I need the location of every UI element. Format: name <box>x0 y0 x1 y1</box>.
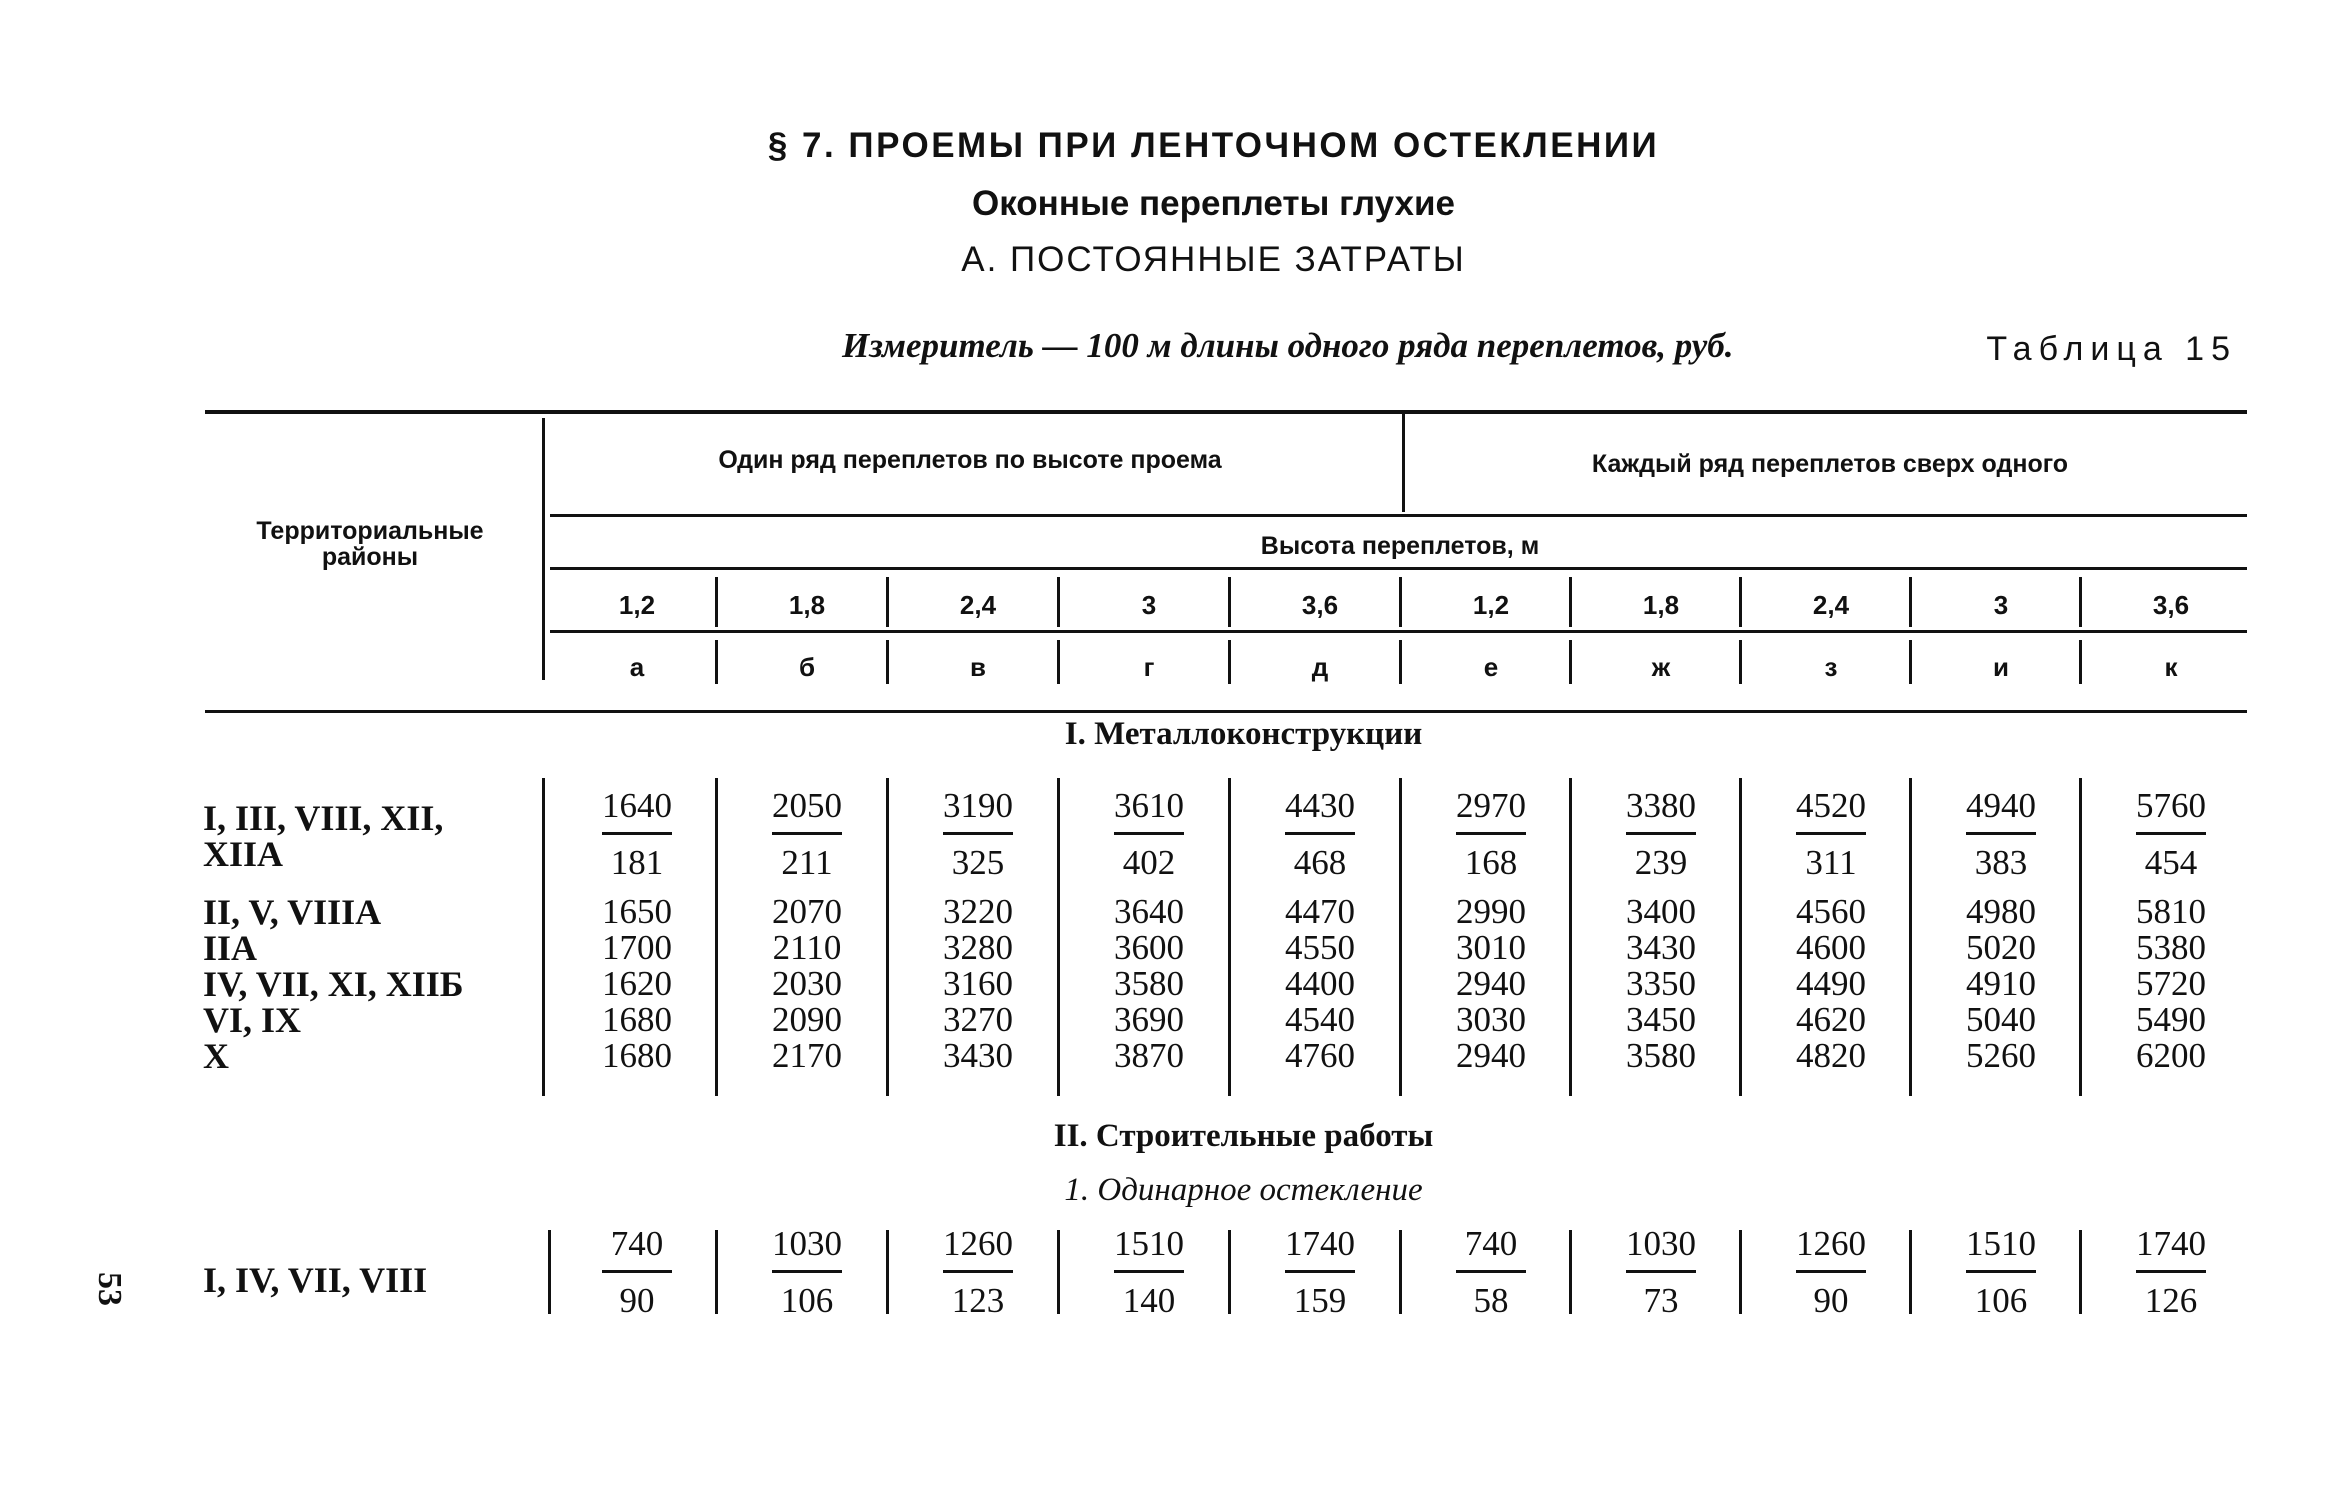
fraction-bar <box>1966 1270 2036 1273</box>
fraction-denominator: 325 <box>951 843 1005 882</box>
fraction-denominator: 90 <box>619 1281 655 1320</box>
table-cell: 6200 <box>2136 1036 2206 1075</box>
group-one-header: Один ряд переплетов по высоте проема <box>718 446 1222 474</box>
fraction-denominator: 126 <box>2144 1281 2198 1320</box>
column-height: 1,2 <box>618 590 656 620</box>
region-line-2: XIIA <box>203 834 284 874</box>
letter-divider <box>1909 640 1912 684</box>
fraction-bar <box>1114 1270 1184 1273</box>
fraction-numerator: 1510 <box>1966 1224 2036 1263</box>
fraction-numerator: 4430 <box>1285 786 1355 825</box>
table-cell: 3580 <box>1626 1036 1696 1075</box>
height-header: Высота переплетов, м <box>1260 532 1540 560</box>
height-rule <box>550 567 2247 570</box>
column-line <box>1057 1230 1060 1314</box>
region-label: II, V, VIIIA <box>203 892 382 932</box>
column-line <box>1909 778 1912 1096</box>
column-height: 3 <box>1993 590 2009 620</box>
fraction-denominator: 159 <box>1293 1281 1347 1320</box>
table-cell: 2990 <box>1456 892 1526 931</box>
table-cell: 2940 <box>1456 964 1526 1003</box>
table-cell: 3580 <box>1114 964 1184 1003</box>
section-two-title: II. Строительные работы <box>1053 1118 1434 1154</box>
column-letter: д <box>1311 652 1329 682</box>
fraction-cell <box>552 786 722 883</box>
subtitle: Оконные переплеты глухие <box>972 184 1455 223</box>
column-line <box>2079 1230 2082 1314</box>
fraction-bar <box>602 832 672 835</box>
table-cell: 2170 <box>772 1036 842 1075</box>
letters-rule <box>550 630 2247 633</box>
table-cell: 3280 <box>943 928 1013 967</box>
fraction-denominator: 402 <box>1122 843 1176 882</box>
fraction-denominator: 168 <box>1464 843 1518 882</box>
table-cell: 4540 <box>1285 1000 1355 1039</box>
region-label-first <box>203 800 533 872</box>
height-divider <box>1909 577 1912 627</box>
fraction-denominator: 58 <box>1473 1281 1509 1320</box>
height-divider <box>715 577 718 627</box>
column-line <box>1399 1230 1402 1314</box>
table-cell: 5040 <box>1966 1000 2036 1039</box>
page-number: 53 <box>91 1272 128 1306</box>
header-bottom-rule <box>205 710 2247 713</box>
region-header <box>220 518 520 570</box>
fraction-cell <box>722 1224 892 1321</box>
fraction-bar <box>1626 1270 1696 1273</box>
table-number: Таблица 15 <box>1986 330 2237 368</box>
column-line <box>548 1230 551 1314</box>
fraction-bar <box>1626 832 1696 835</box>
column-line <box>1739 1230 1742 1314</box>
height-divider <box>1057 577 1060 627</box>
column-height: 1,2 <box>1472 590 1510 620</box>
column-line <box>715 1230 718 1314</box>
fraction-numerator: 1260 <box>943 1224 1013 1263</box>
table-cell: 3160 <box>943 964 1013 1003</box>
table-cell: 3430 <box>943 1036 1013 1075</box>
table-cell: 5260 <box>1966 1036 2036 1075</box>
fraction-denominator: 90 <box>1813 1281 1849 1320</box>
letter-divider <box>886 640 889 684</box>
table-cell: 4620 <box>1796 1000 1866 1039</box>
column-height: 3 <box>1141 590 1157 620</box>
column-line <box>886 778 889 1096</box>
column-letter: г <box>1143 652 1155 682</box>
fraction-denominator: 106 <box>1974 1281 2028 1320</box>
region-label: IV, VII, XI, XIIБ <box>203 964 464 1004</box>
fraction-denominator: 140 <box>1122 1281 1176 1320</box>
table-cell: 3270 <box>943 1000 1013 1039</box>
fraction-bar <box>1456 1270 1526 1273</box>
height-divider <box>1399 577 1402 627</box>
column-line <box>1909 1230 1912 1314</box>
fraction-numerator: 740 <box>610 1224 664 1263</box>
table-cell: 1700 <box>602 928 672 967</box>
fraction-denominator: 211 <box>781 843 833 882</box>
fraction-cell <box>2086 1224 2256 1321</box>
table-cell: 4550 <box>1285 928 1355 967</box>
fraction-numerator: 3190 <box>943 786 1013 825</box>
fraction-bar <box>772 832 842 835</box>
unit-of-measure: Измеритель — 100 м длины одного ряда переплетов, руб. <box>842 326 1734 365</box>
column-height: 2,4 <box>959 590 997 620</box>
fraction-numerator: 4940 <box>1966 786 2036 825</box>
fraction-bar <box>1796 832 1866 835</box>
table-cell: 5020 <box>1966 928 2036 967</box>
table-cell: 5380 <box>2136 928 2206 967</box>
letter-divider <box>715 640 718 684</box>
region-header-text: Территориальные районы <box>256 517 484 571</box>
part-title: А. ПОСТОЯННЫЕ ЗАТРАТЫ <box>961 240 1466 279</box>
table-cell: 3640 <box>1114 892 1184 931</box>
table-cell: 1650 <box>602 892 672 931</box>
letter-divider <box>1057 640 1060 684</box>
column-line <box>2079 778 2082 1096</box>
table-cell: 4600 <box>1796 928 1866 967</box>
column-letter: ж <box>1651 652 1671 682</box>
fraction-cell <box>1746 1224 1916 1321</box>
table-cell: 2090 <box>772 1000 842 1039</box>
letter-divider <box>2079 640 2082 684</box>
fraction-cell <box>1235 786 1405 883</box>
section-two-subtitle: 1. Одинарное остекление <box>1064 1172 1423 1208</box>
fraction-cell <box>1916 1224 2086 1321</box>
column-line <box>1399 778 1402 1096</box>
fraction-cell <box>893 786 1063 883</box>
page-heading <box>0 126 2327 280</box>
table-cell: 2030 <box>772 964 842 1003</box>
fraction-bar <box>1966 832 2036 835</box>
fraction-denominator: 181 <box>610 843 664 882</box>
fraction-denominator: 383 <box>1974 843 2028 882</box>
height-divider <box>1228 577 1231 627</box>
fraction-bar <box>1285 832 1355 835</box>
table-cell: 1680 <box>602 1000 672 1039</box>
height-divider <box>2079 577 2082 627</box>
section-one-title: I. Металлоконструкции <box>1064 716 1423 752</box>
fraction-cell <box>1576 786 1746 883</box>
fraction-numerator: 1030 <box>772 1224 842 1263</box>
table-cell: 4470 <box>1285 892 1355 931</box>
fraction-cell <box>1064 786 1234 883</box>
fraction-numerator: 740 <box>1464 1224 1518 1263</box>
region-column-divider <box>542 418 545 680</box>
fraction-cell <box>1406 786 1576 883</box>
column-line <box>1228 1230 1231 1314</box>
table-cell: 2070 <box>772 892 842 931</box>
fraction-bar <box>1456 832 1526 835</box>
height-divider <box>886 577 889 627</box>
table-cell: 3600 <box>1114 928 1184 967</box>
letter-divider <box>1739 640 1742 684</box>
fraction-cell <box>552 1224 722 1321</box>
fraction-bar <box>2136 832 2206 835</box>
column-height: 3,6 <box>2152 590 2190 620</box>
table-cell: 4980 <box>1966 892 2036 931</box>
fraction-numerator: 1260 <box>1796 1224 1866 1263</box>
height-divider <box>1569 577 1572 627</box>
fraction-numerator: 1510 <box>1114 1224 1184 1263</box>
table-cell: 5810 <box>2136 892 2206 931</box>
fraction-bar <box>772 1270 842 1273</box>
column-line <box>1739 778 1742 1096</box>
column-line <box>1057 778 1060 1096</box>
table-cell: 2940 <box>1456 1036 1526 1075</box>
column-line <box>542 778 545 1096</box>
fraction-numerator: 2050 <box>772 786 842 825</box>
table-cell: 3870 <box>1114 1036 1184 1075</box>
fraction-cell <box>1406 1224 1576 1321</box>
table-cell: 4400 <box>1285 964 1355 1003</box>
fraction-denominator: 468 <box>1293 843 1347 882</box>
table-cell: 3400 <box>1626 892 1696 931</box>
table-cell: 2110 <box>772 928 842 967</box>
letter-divider <box>1569 640 1572 684</box>
fraction-cell <box>1235 1224 1405 1321</box>
table-cell: 3030 <box>1456 1000 1526 1039</box>
column-height: 1,8 <box>788 590 826 620</box>
column-letter: к <box>2164 652 2178 682</box>
fraction-bar <box>1114 832 1184 835</box>
fraction-denominator: 123 <box>951 1281 1005 1320</box>
column-letter: в <box>970 652 986 682</box>
table-cell: 4560 <box>1796 892 1866 931</box>
fraction-bar <box>943 1270 1013 1273</box>
height-divider <box>1739 577 1742 627</box>
fraction-numerator: 4520 <box>1796 786 1866 825</box>
table-cell: 3220 <box>943 892 1013 931</box>
fraction-cell <box>2086 786 2256 883</box>
region-label: VI, IX <box>203 1000 302 1040</box>
table-cell: 3450 <box>1626 1000 1696 1039</box>
fraction-denominator: 311 <box>1805 843 1857 882</box>
group-two-header: Каждый ряд переплетов сверх одного <box>1591 450 2069 478</box>
fraction-cell <box>1746 786 1916 883</box>
fraction-numerator: 1740 <box>1285 1224 1355 1263</box>
column-height: 1,8 <box>1642 590 1680 620</box>
group-divider <box>1402 412 1405 512</box>
section-title: § 7. ПРОЕМЫ ПРИ ЛЕНТОЧНОМ ОСТЕКЛЕНИИ <box>767 126 1660 165</box>
region-label: X <box>203 1036 229 1076</box>
column-line <box>886 1230 889 1314</box>
table-cell: 3430 <box>1626 928 1696 967</box>
table-cell: 5720 <box>2136 964 2206 1003</box>
fraction-numerator: 1740 <box>2136 1224 2206 1263</box>
fraction-numerator: 2970 <box>1456 786 1526 825</box>
table-cell: 3690 <box>1114 1000 1184 1039</box>
column-height: 2,4 <box>1812 590 1850 620</box>
fraction-cell <box>1064 1224 1234 1321</box>
column-line <box>1228 778 1231 1096</box>
fraction-denominator: 239 <box>1634 843 1688 882</box>
fraction-numerator: 3380 <box>1626 786 1696 825</box>
fraction-bar <box>602 1270 672 1273</box>
fraction-numerator: 1030 <box>1626 1224 1696 1263</box>
region-label: IIA <box>203 928 258 968</box>
group-rule <box>550 514 2247 517</box>
table-cell: 3350 <box>1626 964 1696 1003</box>
column-letter: з <box>1824 652 1838 682</box>
column-letter: а <box>629 652 645 682</box>
fraction-numerator: 3610 <box>1114 786 1184 825</box>
fraction-bar <box>1796 1270 1866 1273</box>
fraction-cell <box>722 786 892 883</box>
table-cell: 4760 <box>1285 1036 1355 1075</box>
fraction-denominator: 454 <box>2144 843 2198 882</box>
fraction-bar <box>1285 1270 1355 1273</box>
table-cell: 4490 <box>1796 964 1866 1003</box>
letter-divider <box>1228 640 1231 684</box>
fraction-numerator: 1640 <box>602 786 672 825</box>
column-line <box>1569 1230 1572 1314</box>
region-label-section-two: I, IV, VII, VIII <box>203 1260 428 1300</box>
table-cell: 4820 <box>1796 1036 1866 1075</box>
column-line <box>715 778 718 1096</box>
fraction-cell <box>893 1224 1063 1321</box>
table-cell: 1680 <box>602 1036 672 1075</box>
fraction-bar <box>943 832 1013 835</box>
fraction-bar <box>2136 1270 2206 1273</box>
table-cell: 5490 <box>2136 1000 2206 1039</box>
fraction-numerator: 5760 <box>2136 786 2206 825</box>
column-letter: и <box>1993 652 2009 682</box>
table-cell: 1620 <box>602 964 672 1003</box>
top-rule <box>205 410 2247 414</box>
fraction-cell <box>1576 1224 1746 1321</box>
letter-divider <box>1399 640 1402 684</box>
column-line <box>1569 778 1572 1096</box>
fraction-denominator: 73 <box>1643 1281 1679 1320</box>
column-letter: е <box>1483 652 1499 682</box>
table-cell: 3010 <box>1456 928 1526 967</box>
column-height: 3,6 <box>1301 590 1339 620</box>
column-letter: б <box>798 652 816 682</box>
table-cell: 4910 <box>1966 964 2036 1003</box>
region-line-1: I, III, VIII, XII, <box>203 798 444 838</box>
fraction-denominator: 106 <box>780 1281 834 1320</box>
fraction-cell <box>1916 786 2086 883</box>
